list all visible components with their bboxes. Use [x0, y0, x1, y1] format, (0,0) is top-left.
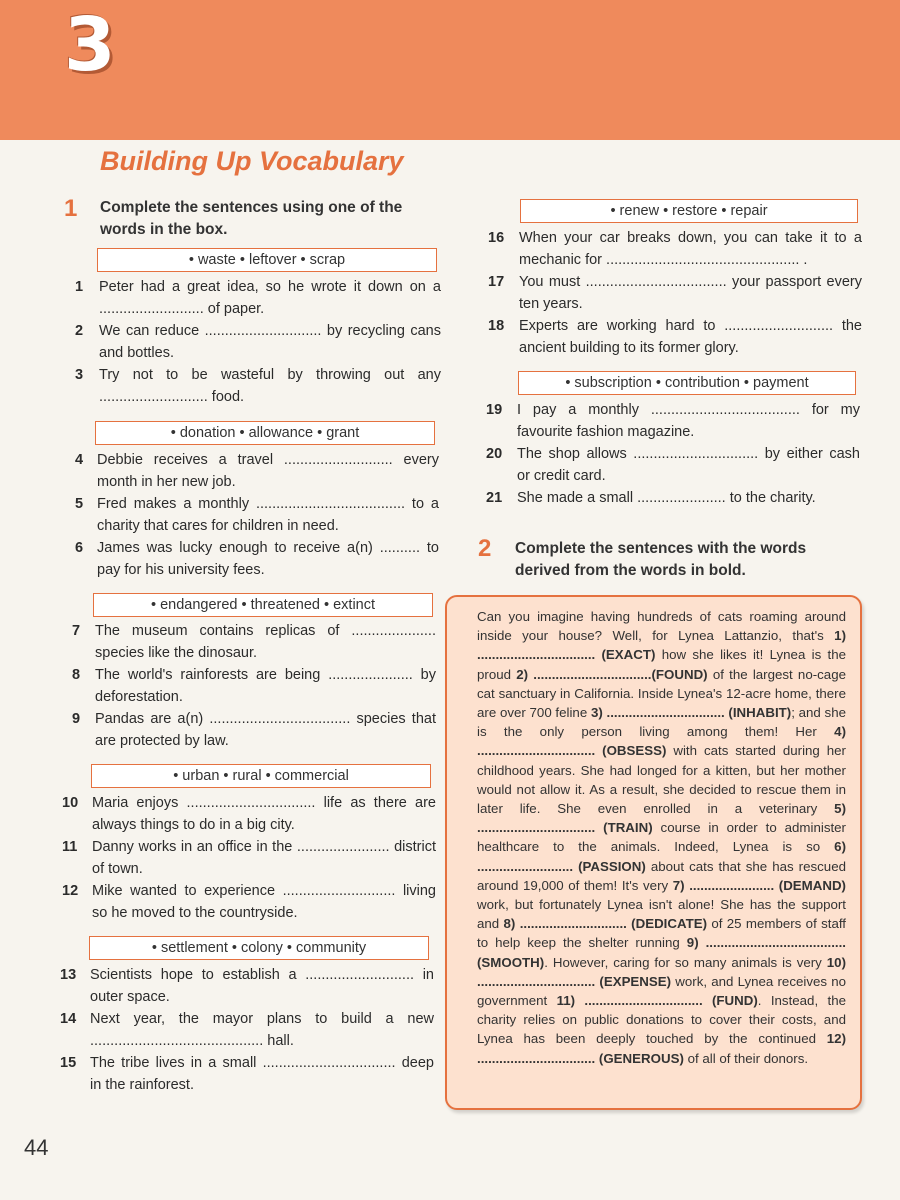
- item-text: Scientists hope to establish a ........................... in outer space.: [90, 967, 434, 1005]
- item-number: 3: [75, 367, 84, 383]
- word-box-3: • endangered • threatened • extinct: [93, 593, 433, 617]
- item-number: 12: [62, 883, 79, 899]
- sentence-item: [486, 443, 860, 487]
- sentence-item: [486, 399, 860, 443]
- sentence-item: [488, 315, 862, 359]
- gap-1: 1) ................................ (EXACT): [477, 628, 846, 663]
- exercise-2-instruction: Complete the sentences with the words derived from the words in bold.: [515, 540, 807, 579]
- item-text: When your car breaks down, you can take it to a mechanic for ................................................ .: [519, 230, 862, 268]
- item-number: 8: [72, 667, 81, 683]
- gap-5: 5) ................................ (TRAIN): [477, 801, 846, 836]
- passage-segment: . However, caring for so many animals is very: [544, 954, 827, 970]
- item-text: Maria enjoys ................................ life as there are always things to do in a big city.: [92, 795, 436, 833]
- sentence-item: [75, 320, 441, 364]
- item-text: James was lucky enough to receive a(n) .......... to pay for his university fees.: [97, 540, 439, 578]
- exercise-2-number: 2: [478, 535, 492, 562]
- passage-box: [445, 595, 862, 1110]
- word-box-5: • settlement • colony • community: [89, 936, 429, 960]
- gap-7: 7) ....................... (DEMAND): [672, 877, 846, 893]
- sentence-item: [62, 792, 436, 836]
- unit-number: 3: [64, 2, 116, 88]
- item-text: Peter had a great idea, so he wrote it down on a .......................... of paper.: [99, 279, 441, 317]
- passage-segment: of 25 members of staff to help keep the shelter running: [477, 916, 846, 951]
- item-number: 18: [488, 318, 505, 334]
- gap-12: 12) ................................ (GENEROUS): [477, 1031, 846, 1066]
- item-number: 20: [486, 446, 503, 462]
- sentence-item: [488, 271, 862, 315]
- item-number: 15: [60, 1055, 77, 1071]
- banner-fold: [145, 88, 215, 140]
- item-number: 5: [75, 496, 84, 512]
- item-number: 10: [62, 795, 79, 811]
- item-text: The world's rainforests are being ..................... by deforestation.: [95, 667, 436, 705]
- item-number: 14: [60, 1011, 77, 1027]
- gap-10: 10) ................................ (EXPENSE): [477, 954, 846, 989]
- item-number: 1: [75, 279, 84, 295]
- sentence-item: [75, 276, 441, 320]
- sentence-item: [486, 487, 860, 509]
- passage-segment: work, but fortunately Lynea isn't alone! She has the support and: [477, 897, 846, 932]
- word-box-6: • renew • restore • repair: [520, 199, 858, 223]
- word-box-7: • subscription • contribution • payment: [518, 371, 856, 395]
- item-text: The shop allows ............................... by either cash or credit card.: [517, 446, 860, 484]
- item-text: Fred makes a monthly ..................................... to a charity that cares for children in need.: [97, 496, 439, 534]
- exercise-1-instruction: Complete the sentences using one of the words in the box.: [100, 199, 403, 238]
- passage-segment: ; and she is the only person living among them! Her: [477, 705, 846, 740]
- sentence-item: [75, 493, 439, 537]
- word-box-2: • donation • allowance • grant: [95, 421, 435, 445]
- item-text: The museum contains replicas of ..................... species like the dinosaur.: [95, 623, 436, 661]
- passage-segment: work, and Lynea receives no government: [477, 973, 846, 1009]
- item-text: Debbie receives a travel ........................... every month in her new job.: [97, 452, 439, 490]
- sentence-item: [488, 227, 862, 271]
- item-text: Danny works in an office in the ....................... district of town.: [92, 839, 436, 877]
- item-text: Experts are working hard to ........................... the ancient building to its former glory.: [519, 318, 862, 356]
- item-text: You must ................................... your passport every ten years.: [519, 274, 862, 312]
- gap-8: 8) ............................. (DEDICATE): [503, 916, 708, 932]
- gap-4: 4) ................................ (OBSESS): [477, 724, 846, 759]
- item-number: 16: [488, 230, 505, 246]
- passage-segment: Can you imagine having hundreds of cats roaming around inside your house? Well, for Lynea Lattanzio, that's: [477, 609, 846, 644]
- item-text: She made a small ...................... to the charity.: [517, 490, 816, 506]
- passage-segment: how she likes it! Lynea is the proud: [477, 647, 846, 682]
- sentence-item: [72, 620, 436, 664]
- item-number: 9: [72, 711, 81, 727]
- gap-6: 6) .......................... (PASSION): [477, 839, 846, 874]
- exercise-1-number: 1: [64, 195, 78, 222]
- word-box-1: • waste • leftover • scrap: [97, 248, 437, 272]
- item-number: 11: [62, 839, 78, 855]
- item-text: We can reduce ............................. by recycling cans and bottles.: [99, 323, 441, 361]
- sentence-item: [62, 836, 436, 880]
- item-text: Try not to be wasteful by throwing out any ........................... food.: [99, 367, 441, 405]
- item-text: The tribe lives in a small ................................. deep in the rainforest.: [90, 1055, 434, 1093]
- sentence-item: [60, 1008, 434, 1052]
- page-number: 44: [24, 1135, 49, 1160]
- item-number: 6: [75, 540, 84, 556]
- item-number: 19: [486, 402, 503, 418]
- word-box-4: • urban • rural • commercial: [91, 764, 431, 788]
- item-number: 7: [72, 623, 81, 639]
- item-text: I pay a monthly ..................................... for my favourite fashion magazine.: [517, 402, 860, 440]
- gap-3: 3) ................................ (INHABIT): [590, 705, 792, 721]
- sentence-item: [75, 449, 439, 493]
- item-text: Pandas are a(n) ................................... species that are protected by law.: [95, 711, 436, 749]
- passage-segment: . Instead, the charity relies on public donations to cover their costs, and Lynea has been deeply touched by the continued: [477, 993, 846, 1047]
- passage-segment: about cats that she has rescued around 19,000 of them! It's very: [477, 858, 846, 893]
- passage-segment: of all of their donors.: [683, 1050, 809, 1066]
- sentence-item: [60, 964, 434, 1008]
- sentence-item: [60, 1052, 434, 1096]
- item-number: 4: [75, 452, 84, 468]
- sentence-item: [72, 664, 436, 708]
- header-banner: [0, 0, 900, 140]
- passage-segment: of the largest no-cage cat sanctuary in California. Inside Lynea's 12-acre home, there are over 700 feline: [477, 666, 846, 721]
- item-text: Mike wanted to experience ............................ living so he moved to the countryside.: [92, 883, 436, 921]
- sentence-item: [72, 708, 436, 752]
- item-text: Next year, the mayor plans to build a new ........................................... hall.: [90, 1011, 434, 1049]
- sentence-item: [62, 880, 436, 924]
- section-title: Building Up Vocabulary: [100, 146, 404, 176]
- item-number: 2: [75, 323, 84, 339]
- sentence-item: [75, 364, 441, 408]
- gap-11: 11) ................................ (FUND): [556, 993, 758, 1009]
- passage-segment: with cats started during her childhood years. She had longed for a kitten, but her mother would not allow it. As a result, she decided to rescue them in later life. She even enrolled in a veterinary: [477, 743, 846, 817]
- item-number: 17: [488, 274, 505, 290]
- item-number: 21: [486, 490, 503, 506]
- sentence-item: [75, 537, 439, 581]
- gap-2: 2) ................................(FOUND): [516, 666, 708, 682]
- gap-9: 9) ...................................... (SMOOTH): [477, 935, 846, 970]
- passage-text: [477, 607, 846, 1068]
- item-number: 13: [60, 967, 77, 983]
- passage-segment: course in order to administer healthcare to the animals. Indeed, Lynea is so: [477, 820, 846, 855]
